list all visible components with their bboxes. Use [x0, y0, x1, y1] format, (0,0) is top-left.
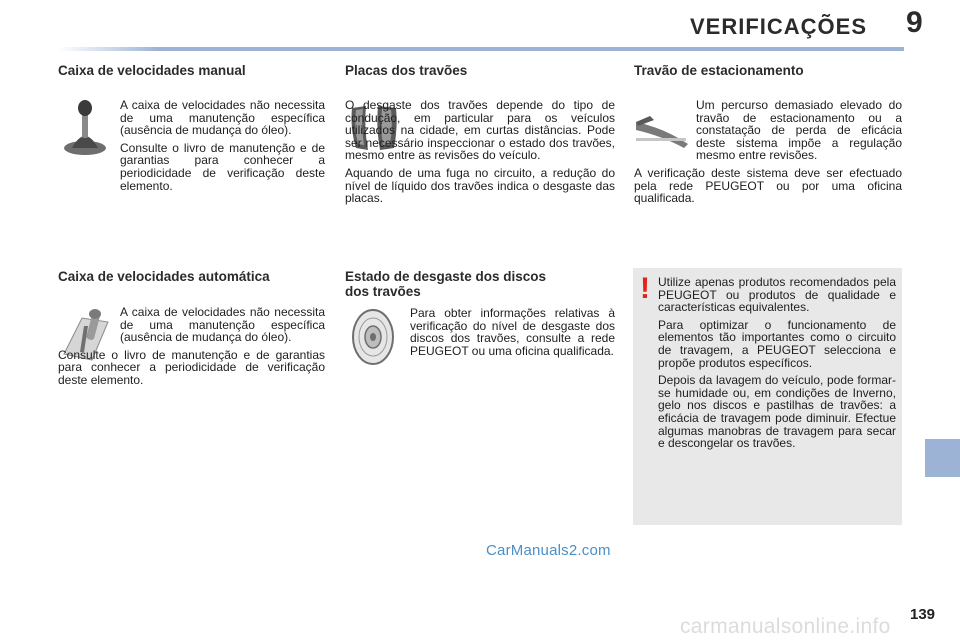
brake-discs-heading: [345, 269, 546, 299]
automatic-gearbox-paragraph-2-text: Consulte o livro de manutenção e de garantias para conhecer a periodicidade de verificação deste elemento.: [58, 347, 325, 387]
page-number: 139: [910, 606, 936, 623]
footer-watermark: carmanualsonline.info: [680, 615, 891, 638]
brake-pads-heading: Placas dos travões: [345, 63, 468, 78]
parking-brake-heading: Travão de estacionamento: [634, 63, 804, 78]
brake-discs-paragraph-1: Para obter informações relativas à verificação do nível de desgaste dos discos dos travões, consulte a rede PEUGEOT ou uma oficina qualificada.: [410, 306, 615, 358]
header-rule: [58, 47, 904, 51]
brake-discs-heading-line2: dos travões: [345, 284, 421, 299]
brake-pads-paragraph-2: Aquando de uma fuga no circuito, a redução do nível de líquido dos travões indica o desgaste das placas.: [345, 165, 615, 206]
manual-gear-lever-icon: [62, 98, 110, 156]
brake-discs-text: [410, 307, 615, 362]
page-title: VERIFICAÇÕES: [690, 14, 868, 39]
warning-text: [658, 276, 896, 455]
automatic-gearbox-paragraph-2: [58, 349, 325, 387]
brake-pads-paragraph-1-text: O desgaste dos travões depende do tipo de condução, em particular para os veículos utilizados na cidade, em curtas distâncias. Pode ser necessário inspeccionar o estado dos travões, mesmo entre as revisões do veículo.: [345, 98, 615, 163]
automatic-gearbox-paragraph-1: A caixa de velocidades não necessita de uma manutenção específica (ausência de mudança do óleo).: [120, 305, 325, 345]
automatic-gearbox-heading: Caixa de velocidades automática: [58, 269, 270, 284]
watermark-link[interactable]: CarManuals2.com: [486, 542, 611, 559]
chapter-tab: [925, 439, 960, 477]
parking-brake-text: [634, 99, 902, 210]
brake-discs-heading-line1: Estado de desgaste dos discos: [345, 269, 547, 284]
warning-paragraph-2: Para optimizar o funcionamento de elementos tão importantes como o circuito de travagem, a PEUGEOT selecciona e propõe produtos específicos.: [658, 317, 896, 370]
manual-gearbox-text: [120, 99, 325, 197]
manual-gearbox-paragraph-1: A caixa de velocidades não necessita de uma manutenção específica (ausência de mudança do óleo).: [120, 98, 325, 138]
chapter-number: 9: [906, 6, 923, 39]
manual-gearbox-heading: Caixa de velocidades manual: [58, 63, 246, 78]
warning-exclamation-icon: !: [640, 272, 650, 305]
parking-brake-paragraph-2: A verificação deste sistema deve ser efectuado pela rede PEUGEOT ou por uma oficina qualificada.: [634, 165, 902, 206]
warning-paragraph-3: Depois da lavagem do veículo, pode formar-se humidade ou, em condições de Inverno, gelo nos discos e pastilhas de travões: a eficácia de travagem pode diminuir. Efectue algumas manobras de travagem para secar e descongelar os travões.: [658, 373, 896, 451]
automatic-gearbox-text: [58, 306, 325, 392]
parking-brake-paragraph-1: Um percurso demasiado elevado do travão de estacionamento ou a constatação de perda de eficácia deste sistema impõe a regulação mesmo entre revisões.: [696, 98, 902, 163]
warning-paragraph-1: Utilize apenas produtos recomendados pela PEUGEOT ou produtos de qualidade e características equivalentes.: [658, 275, 896, 315]
manual-gearbox-paragraph-2: Consulte o livro de manutenção e de garantias para conhecer a periodicidade de verificação deste elemento.: [120, 140, 325, 193]
brake-disc-icon: [350, 308, 396, 366]
brake-pads-text: [345, 99, 615, 210]
brake-pads-paragraph-1: [345, 99, 615, 162]
